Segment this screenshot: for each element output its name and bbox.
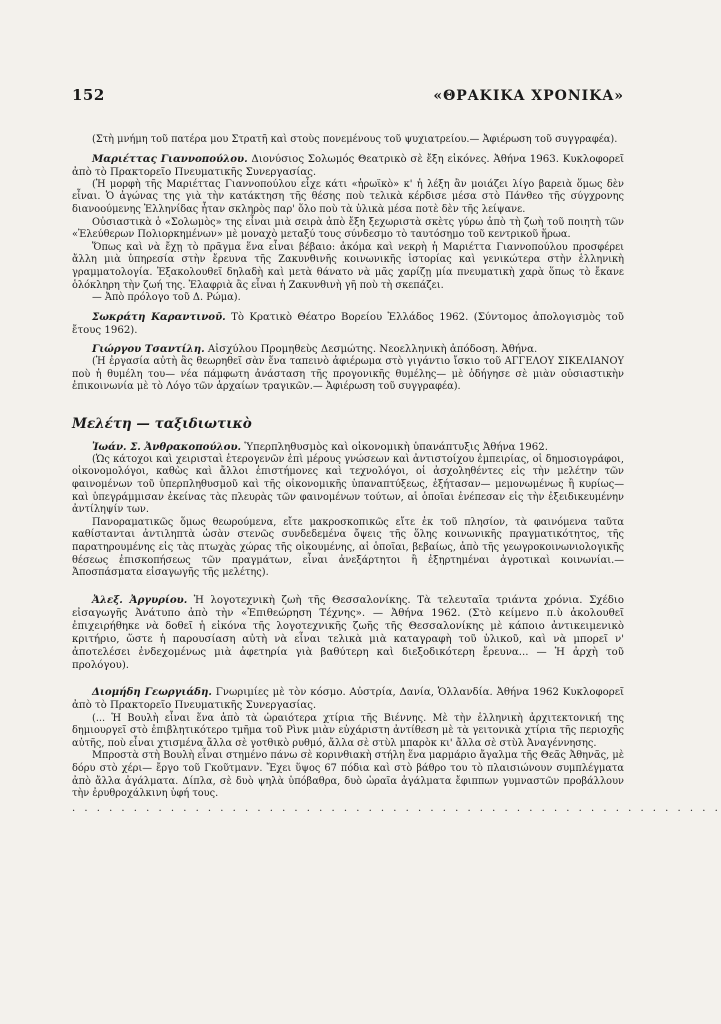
entry-paragraph: Πανοραματικῶς ὅμως θεωρούμενα, εἴτε μακροσκοπικῶς εἴτε ἐκ τοῦ πλησίον, τὰ φαινόμενα ταῦτα καθίστανται ἀντιληπτὰ ὡσὰν στενῶς συνδεδεμένα ὄψεις τῆς ὅλης κοινωνικῆς πραγματικότητος, τῆς παρατηρουμένης εἰς τὰς πτωχὰς χώρας τῆς οἰκουμένης, αἱ ὁποῖαι, βεβαίως, ἀπὸ τῆς γεωγροκοινωνιολογικῆς θέσεως ἐπισκοπήσεως τῶν πραγμάτων, εἶναι ἀνεξάρτητοι ἢ ἐξηρτημέναι ἀγροτικαὶ κοινωνίαι.— Ἀποσπάσματα εἰσαγωγῆς τῆς μελέτης). bbox=[72, 516, 624, 579]
ellipsis-line: . . . . . . . . . . . . . . . . . . . . . . . . . . . . . . . . . . . . . . . . . . . . . . . . . . . . . bbox=[72, 802, 721, 814]
entry-author: Γιώργου Τσαντίλη. bbox=[92, 342, 205, 355]
entry-anthrakopoulou bbox=[72, 441, 624, 580]
entry-paragraph: Οὐσιαστικὰ ὁ «Σολωμὸς» της εἶναι μιὰ σειρὰ ἀπὸ ἔξη ξεχωριστὰ σκὲτς γύρω ἀπὸ τὴ ζωὴ τοῦ ποιητὴ τῶν «Ἐλεύθερων Πολιορκημένων» μὲ μοναχὸ μεταξύ τους σύνδεσμο τὸ ταυτόσημο τοῦ κεντρικοῦ ἥρωα. bbox=[72, 216, 624, 241]
entry-karantinou bbox=[72, 311, 624, 337]
entry-title: Γνωριμίες μὲ τὸν κόσμο. Αὐστρία, Δανία, Ὁλλανδία. Ἀθήνα 1962 Κυκλοφορεῖ ἀπὸ τὸ Πρακτορεῖο Πνευματικῆς Συνεργασίας. bbox=[72, 687, 625, 712]
entry-paragraph: Μπροστὰ στὴ Βουλὴ εἶναι στημένο πάνω σὲ κορινθιακὴ στήλη ἕνα μαρμάριο ἄγαλμα τῆς Θεᾶς Ἀθηνᾶς, μὲ δόρυ στὸ χέρι— ἔργο τοῦ Γκοῦτμανν. Ἔχει ὕψος 67 πόδια καὶ στὸ βάθρο του τὸ πλαισιώνουν συμπλέγματα ἀπὸ ἄλλα ἀγάλματα. Δίπλα, σὲ δυὸ ψηλὰ ὑπόβαθρα, δυὸ ὡραῖα ἀγάλματα ἔφιππων γυμναστῶν προβάλλουν τὴν ἐρυθροχάλκινη ὑφή τους. bbox=[72, 750, 624, 800]
page-number: 152 bbox=[72, 86, 105, 104]
entry-giannopoulou bbox=[72, 153, 624, 305]
entry-title: Αἰσχύλου Προμηθεὺς Δεσμώτης. Νεοελληνικὴ ἀπόδοση. Ἀθήνα. bbox=[204, 343, 538, 355]
journal-title: «ΘΡΑΚΙΚΑ ΧΡΟΝΙΚΑ» bbox=[433, 88, 624, 104]
entry-author: Διομήδη Γεωργιάδη. bbox=[92, 686, 212, 699]
section-heading: Μελέτη — ταξιδιωτικὸ bbox=[72, 415, 252, 432]
entry-paragraph: (Ὡς κάτοχοι καὶ χειρισταὶ ἑτερογενῶν ἐπὶ μέρους γνώσεων καὶ ἀντιστοίχου ἐμπειρίας, οἱ δημοσιογράφοι, οἰκονομολόγοι, καθὼς καὶ ἄλλοι ἐπιστήμονες καὶ τεχνολόγοι, οἱ ἀσχοληθέντες εἰς τὴν μελέτην τῶν φαινομένων τοῦ ὑπερπληθυσμοῦ καὶ τῆς οἰκονομικῆς ὑπαναπτύξεως, ἐξήτασαν— μεμονωμένως ἢ κυρίως— καὶ ὑπεγράμμισαν ἐκείνας τὰς πλευρὰς τῶν φαινομένων τούτων, αἱ ὁποῖαι ἐνέπεσαν εἰς τὴν ἐξειδικευμένην ἀντίληψίν των. bbox=[72, 453, 624, 516]
entry-source: — Ἀπὸ πρόλογο τοῦ Δ. Ρώμα). bbox=[92, 292, 241, 304]
entry-author: Μαριέττας Γιαννοπούλου. bbox=[92, 152, 248, 165]
entry-paragraph: (Ἡ μορφὴ τῆς Μαριέττας Γιαννοπούλου εἶχε κάτι «ἡρωϊκὸ» κ' ἡ λέξη ἂν μοιάζει λίγο βαρειὰ ὅμως δὲν εἶναι. Ὁ ἀγώνας της γιὰ τὴν κατάκτηση τῆς θέσης ποὺ τελικὰ κέρδισε μέσα στὸ Πάνθεο τῆς σύγχρονης διανοούμενης Ἑλληνίδας ἦταν σκληρὸς παρ' ὅλο ποὺ τὰ ὑλικὰ μέσα ποτὲ δὲν τῆς λείψανε. bbox=[72, 178, 624, 215]
entry-paragraph: Ὅπως καὶ νὰ ἔχῃ τὸ πρᾶγμα ἕνα εἶναι βέβαιο: ἀκόμα καὶ νεκρὴ ἡ Μαριέττα Γιαννοπούλου προσφέρει ἄλλη μιὰ ὑπηρεσία στὴν ἔρευνα τῆς Ζακυνθινῆς κοινωνικῆς ἱστορίας καὶ γενικώτερα στὴν ἑλληνικὴ γραμματολογία. Ἐξακολουθεῖ δηλαδὴ καὶ μετὰ θάνατο νὰ μᾶς χαρίζῃ μία πνευματικὴ χαρὰ ὅπως τὸ ἔκανε ὁλόκληρη τὴν ζωή της. Ἐλαφριὰ ἂς εἶναι ἡ Ζακυνθινὴ γῆ ποὺ τὴ σκεπάζει. bbox=[72, 241, 624, 291]
document-page bbox=[72, 86, 721, 814]
entry-title: Τὸ Κρατικὸ Θέατρο Βορείου Ἑλλάδος 1962. (Σύντομος ἀπολογισμὸς τοῦ ἔτους 1962). bbox=[72, 311, 624, 336]
dedication-note: (Στὴ μνήμη τοῦ πατέρα μου Στρατῆ καὶ στοὺς πονεμένους τοῦ ψυχιατρείου.— Ἀφιέρωση τοῦ συγγραφέα). bbox=[92, 134, 618, 145]
entry-paragraph: (... Ἡ Βουλὴ εἶναι ἕνα ἀπὸ τὰ ὡραιότερα χτίρια τῆς Βιέννης. Μὲ τὴν ἑλληνικὴ ἀρχιτεκτονική της δημιουργεῖ στὸ ἐπιβλητικότερο τμῆμα τοῦ Ρὶνκ μιὰν εὐχάριστη ἀντίθεση μὲ τὰ γειτονικὰ χτίρια τῆς περιοχῆς αὐτῆς, ποὺ εἶναι χτισμένα ἄλλα σὲ γοτθικὸ ρυθμό, ἄλλα σὲ στὺλ μπαρὸκ κι' ἄλλα σὲ στὺλ Ἀναγέννησης. bbox=[72, 712, 624, 749]
entry-argyriou bbox=[72, 594, 624, 673]
entry-title: Διονύσιος Σολωμός Θεατρικὸ σὲ ἔξη εἰκόνες. Ἀθήνα 1963. Κυκλοφορεῖ ἀπὸ τὸ Πρακτορεῖο Πνευματικῆς Συνεργασίας. bbox=[72, 153, 625, 178]
entry-text: Ἡ λογοτεχνικὴ ζωὴ τῆς Θεσσαλονίκης. Τὰ τελευταῖα τριάντα χρόνια. Σχέδιο εἰσαγωγῆς Ἀνάτυπο ἀπὸ τὴν «Ἐπιθεώρηση Τέχνης». — Ἀθήνα 1962. (Στὸ κείμενο π.ὺ ἀκολουθεῖ ἐπιχειρήθηκε νὰ δοθεῖ ἡ εἰκόνα τῆς λογοτεχνικῆς ζωῆς τῆς Θεσσαλονίκης μὲ κάποιο ἀντικειμενικὸ κριτήριο, ὥστε ἡ παρουσίαση αὐτὴ νὰ εἶναι τελικὰ μιὰ καταγραφὴ τοῦ ὑλικοῦ, καὶ νὰ μπορεῖ ν' ἀποτελέσει ἐνδεχομένως μιὰ ἀφετηρία γιὰ βαθύτερη καὶ διεξοδικότερη ἔρευνα... — Ἡ ἀρχὴ τοῦ προλόγου). bbox=[72, 594, 624, 672]
entry-title: Ὑπερπληθυσμὸς καὶ οἰκονομικὴ ὑπανάπτυξις Ἀθήνα 1962. bbox=[241, 441, 548, 453]
entry-author: Σωκράτη Καραντινοῦ. bbox=[92, 310, 226, 323]
entry-paragraph: (Ἡ ἐργασία αὐτὴ ἂς θεωρηθεῖ σὰν ἕνα ταπεινὸ ἀφιέρωμα στὸ γιγάντιο ἴσκιο τοῦ ΑΓΓΕΛΟΥ ΣΙΚΕΛΙΑΝΟΥ ποὺ ἡ θυμέλη του— νέα πάμφωτη ἀνάσταση τῆς προγονικῆς θυμέλης— μὲ ὁδήγησε σὲ μιὰν οὐσιαστικὴν ἐπικοινωνία μὲ τὸ Λόγο τῶν ἀρχαίων τραγικῶν.— Ἀφιέρωση τοῦ συγγραφέα). bbox=[72, 356, 624, 393]
entry-author: Ἀλεξ. Ἀργυρίου. bbox=[92, 593, 188, 606]
entry-tsantili bbox=[72, 343, 624, 394]
entry-georgiadi bbox=[72, 686, 624, 800]
entry-author: Ἰωάν. Σ. Ἀνθρακοπούλου. bbox=[92, 440, 242, 453]
page-header bbox=[72, 86, 624, 104]
